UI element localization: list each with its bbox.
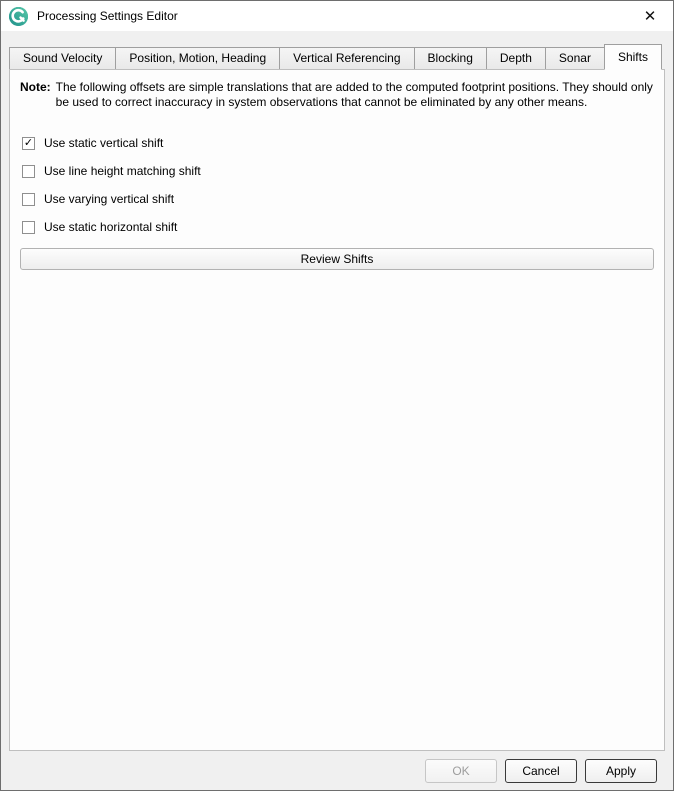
checkbox-3[interactable] [22, 220, 654, 234]
tab-depth[interactable]: Depth [486, 47, 546, 69]
checkbox-1[interactable] [22, 164, 654, 178]
ok-button[interactable]: OK [425, 759, 497, 783]
note [20, 80, 654, 110]
checkbox-0[interactable] [22, 136, 654, 150]
window-title: Processing Settings Editor [37, 9, 178, 23]
dialog-footer [1, 751, 673, 790]
note-label: Note: [20, 80, 51, 94]
checkbox-box-static-vertical[interactable] [22, 137, 35, 150]
checkbox-box-line-height-matching[interactable] [22, 165, 35, 178]
review-shifts-button[interactable]: Review Shifts [20, 248, 654, 270]
titlebar [1, 1, 673, 31]
cancel-button[interactable]: Cancel [505, 759, 577, 783]
close-icon[interactable]: ✕ [643, 8, 657, 25]
checkbox-label-varying-vertical[interactable]: Use varying vertical shift [44, 192, 175, 206]
checkbox-label-static-horizontal[interactable]: Use static horizontal shift [44, 220, 178, 234]
tab-sound-velocity[interactable]: Sound Velocity [9, 47, 116, 69]
shift-options [20, 136, 654, 234]
tab-blocking[interactable]: Blocking [414, 47, 487, 69]
checkbox-label-static-vertical[interactable]: Use static vertical shift [44, 136, 164, 150]
checkbox-2[interactable] [22, 192, 654, 206]
tab-position-motion-heading[interactable]: Position, Motion, Heading [115, 47, 280, 69]
checkbox-box-varying-vertical[interactable] [22, 193, 35, 206]
tab-bar [9, 44, 665, 69]
tab-vertical-referencing[interactable]: Vertical Referencing [279, 47, 414, 69]
note-text: The following offsets are simple translations that are added to the computed footprint positions. They should only be used to correct inaccuracy in system observations that cannot be eliminated by any other means. [55, 80, 653, 109]
apply-button[interactable]: Apply [585, 759, 657, 783]
check-icon: ✓ [23, 136, 34, 149]
shifts-tab-panel [9, 69, 665, 751]
app-logo-icon [9, 7, 28, 26]
tab-shifts[interactable]: Shifts [604, 44, 662, 70]
checkbox-label-line-height-matching[interactable]: Use line height matching shift [44, 164, 201, 178]
checkbox-box-static-horizontal[interactable] [22, 221, 35, 234]
tab-sonar[interactable]: Sonar [545, 47, 605, 69]
